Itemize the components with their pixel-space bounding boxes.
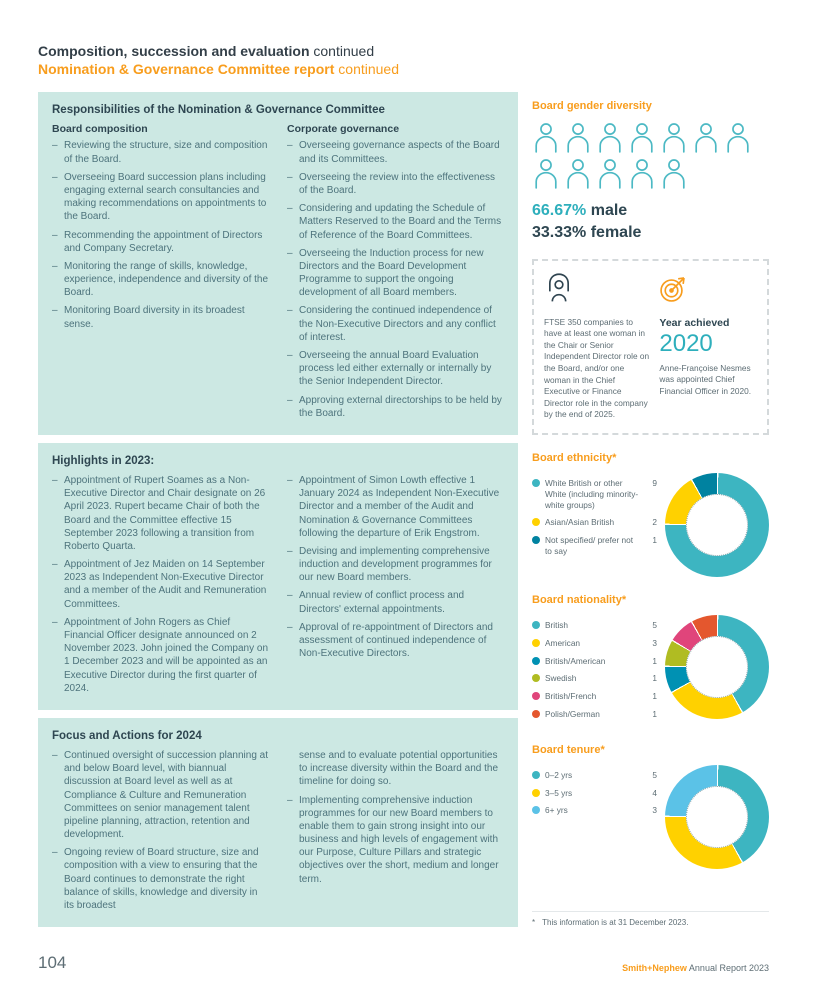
legend-dot xyxy=(532,710,540,718)
legend-value: 3 xyxy=(652,637,657,648)
person-icon xyxy=(628,157,656,189)
ethnicity-section xyxy=(532,452,769,577)
focus-continuation-text: sense and to evaluate potential opportunities to increase diversity within the Board and the timeline for doing so. xyxy=(299,749,498,788)
board-composition-heading: Board composition xyxy=(52,123,148,136)
bullet-item: – Overseeing the annual Board Evaluation process led either externally or internally by the Senior Independent Director. xyxy=(287,349,504,389)
legend-value: 1 xyxy=(652,673,657,684)
male-label: male xyxy=(586,202,628,220)
highlights-list-left xyxy=(52,474,269,700)
focus-box xyxy=(38,718,518,927)
legend-item xyxy=(532,478,657,510)
person-icon xyxy=(596,121,624,153)
legend-dot xyxy=(532,692,540,700)
legend-label: Asian/Asian British xyxy=(545,517,615,528)
legend-label: 0–2 yrs xyxy=(545,769,573,780)
corporate-governance-list xyxy=(287,139,504,420)
legend-item xyxy=(532,638,657,649)
left-column xyxy=(38,92,518,927)
bullet-item: – Annual review of conflict process and Directors' external appointments. xyxy=(287,589,504,615)
bullet-item: – Reviewing the structure, size and composition of the Board. xyxy=(52,139,269,165)
brand-text xyxy=(622,963,769,973)
legend-dot xyxy=(532,789,540,797)
legend-item xyxy=(532,691,657,702)
bullet-item: – Overseeing the Induction process for new Directors and the Board Development Programme to support the ongoing development of all Board members. xyxy=(287,247,504,300)
legend-dot xyxy=(532,674,540,682)
legend-dot xyxy=(532,639,540,647)
gender-stats xyxy=(532,200,769,243)
bullet-item: – Implementing comprehensive induction programmes for our new Board members to enable them to gain strong insight into our business and high levels of engagement with our Purpose, Culture Pillars and strategic objectives over the short, medium and longer term. xyxy=(287,794,504,886)
gender-diversity-heading: Board gender diversity xyxy=(532,100,652,113)
focus-title: Focus and Actions for 2024 xyxy=(52,729,202,742)
page-number: 104 xyxy=(38,953,67,972)
bullet-item: – Monitoring the range of skills, knowledge, experience, independence and diversity of the Board. xyxy=(52,260,269,300)
legend-dot xyxy=(532,771,540,779)
year-achieved-value: 2020 xyxy=(659,329,713,357)
bullet-item: – Appointment of John Rogers as Chief Financial Officer designate announced on 2 November 2023. John joined the Company on 1 December 2023 and will be appointed as an Executive Director during the first quarter of 2024. xyxy=(52,616,269,695)
person-icon xyxy=(692,121,720,153)
section-title-continued: continued xyxy=(309,43,375,59)
bullet-item: – Continued oversight of succession planning at and below Board level, with biannual discussion at Board level as well as at Compliance & Culture and Remuneration Committees on senior management talent pipeline planning, attraction, retention and development. xyxy=(52,749,269,841)
legend-value: 5 xyxy=(652,769,657,780)
highlights-title: Highlights in 2023: xyxy=(52,454,155,467)
responsibilities-box xyxy=(38,92,518,435)
legend-value: 4 xyxy=(652,787,657,798)
legend-value: 3 xyxy=(652,805,657,816)
footnote-text: This information is at 31 December 2023. xyxy=(542,918,689,928)
legend-item xyxy=(532,535,657,557)
sidebar xyxy=(532,92,769,927)
legend-dot xyxy=(532,621,540,629)
legend-label: British xyxy=(545,620,569,631)
highlights-list-right xyxy=(287,474,504,700)
legend-label: White British or other White (including minority-white groups) xyxy=(545,478,639,510)
bullet-item: – Devising and implementing comprehensive induction and development programmes for our new Board members. xyxy=(287,545,504,585)
legend-value: 9 xyxy=(652,478,657,489)
legend-dot xyxy=(532,518,540,526)
bullet-item: – Considering and updating the Schedule of Matters Reserved to the Board and the Terms of Reference of the Board Committees. xyxy=(287,202,504,242)
bullet-item: – Appointment of Rupert Soames as a Non-Executive Director and Chair designate on 26 April 2023. Rupert became Chair of both the Board and the Committee effective 15 September 2023 following a transition from Roberto Quarta. xyxy=(52,474,269,553)
main-content xyxy=(38,92,769,927)
bullet-item: – Overseeing Board succession plans including engaging external search consultancies and making recommendations on appointments to the Board. xyxy=(52,171,269,224)
page-header xyxy=(38,42,769,78)
male-percentage: 66.67% xyxy=(532,202,587,220)
legend-value: 1 xyxy=(652,655,657,666)
legend-value: 1 xyxy=(652,708,657,719)
bullet-item: – Appointment of Simon Lowth effective 1 January 2024 as Independent Non-Executive Director and a member of the Audit and Nomination & Governance Committees following the departure of Erik Engstrom. xyxy=(287,474,504,540)
footnote-asterisk: * xyxy=(532,918,536,928)
person-icon xyxy=(628,121,656,153)
bullet-item: – Overseeing governance aspects of the Board and its Committees. xyxy=(287,139,504,165)
legend-item xyxy=(532,656,657,667)
nationality-legend xyxy=(532,615,657,727)
nationality-section xyxy=(532,594,769,727)
female-stat xyxy=(532,222,769,244)
legend-item xyxy=(532,620,657,631)
legend-value: 1 xyxy=(652,691,657,702)
milestone-result-column xyxy=(659,271,757,421)
target-icon xyxy=(659,271,689,305)
board-composition-column xyxy=(52,123,269,425)
legend-label: American xyxy=(545,637,581,648)
focus-column-right xyxy=(287,749,504,917)
ethnicity-heading: Board ethnicity* xyxy=(532,452,617,465)
person-icon xyxy=(660,157,688,189)
ethnicity-donut-chart xyxy=(665,473,769,577)
legend-item xyxy=(532,517,657,528)
committee-title-continued: continued xyxy=(334,61,399,78)
page-footer xyxy=(38,953,769,973)
female-label: female xyxy=(586,223,642,241)
focus-list-right xyxy=(287,794,504,886)
legend-label: 3–5 yrs xyxy=(545,787,573,798)
bullet-item: – Approval of re-appointment of Directors and assessment of continued independence of Non-Executive Directors. xyxy=(287,621,504,661)
legend-item xyxy=(532,788,657,799)
milestone-note: Anne-Françoise Nesmes was appointed Chief Financial Officer in 2020. xyxy=(659,362,752,396)
female-percentage: 33.33% xyxy=(532,223,587,241)
board-members-pictogram xyxy=(532,121,766,189)
committee-title-bold: Nomination & Governance Committee report xyxy=(38,61,335,78)
person-icon xyxy=(532,157,560,189)
legend-dot xyxy=(532,806,540,814)
male-stat xyxy=(532,200,769,222)
board-composition-list xyxy=(52,139,269,330)
legend-label: Not specified/ prefer not to say xyxy=(545,535,634,556)
bullet-item: – Monitoring Board diversity in its broadest sense. xyxy=(52,304,269,330)
person-icon xyxy=(596,157,624,189)
gender-section xyxy=(532,100,769,243)
corporate-governance-heading: Corporate governance xyxy=(287,123,400,136)
report-name: Annual Report 2023 xyxy=(686,963,769,973)
bullet-item: – Overseeing the review into the effectiveness of the Board. xyxy=(287,171,504,197)
legend-label: Polish/German xyxy=(545,708,600,719)
bullet-item: – Considering the continued independence of the Non-Executive Directors and any conflict of interest. xyxy=(287,304,504,344)
legend-value: 2 xyxy=(652,517,657,528)
legend-label: British/French xyxy=(545,691,597,702)
ethnicity-legend xyxy=(532,473,657,564)
tenure-section xyxy=(532,744,769,869)
legend-label: British/American xyxy=(545,655,606,666)
responsibilities-title: Responsibilities of the Nomination & Governance Committee xyxy=(52,104,385,117)
highlights-box xyxy=(38,443,518,710)
legend-value: 1 xyxy=(652,535,657,546)
tenure-donut-chart xyxy=(665,765,769,869)
brand-name: Smith+Nephew xyxy=(622,963,687,973)
person-icon xyxy=(532,121,560,153)
person-icon xyxy=(660,121,688,153)
section-title xyxy=(38,42,769,60)
bullet-item: – Approving external directorships to be held by the Board. xyxy=(287,394,504,420)
nationality-donut-chart xyxy=(665,615,769,719)
woman-icon xyxy=(544,271,574,305)
corporate-governance-column xyxy=(287,123,504,425)
milestone-description: FTSE 350 companies to have at least one woman in the Chair or Senior Independent Director role on the Board, and/or one woman in the Chief Executive or Finance Director role in the company by the end of 2025. xyxy=(544,316,650,420)
legend-item xyxy=(532,770,657,781)
legend-dot xyxy=(532,657,540,665)
bullet-item: – Appointment of Jez Maiden on 14 September 2023 as Independent Non-Executive Director and a member of the Audit and Remuneration Committees. xyxy=(52,558,269,611)
legend-item xyxy=(532,673,657,684)
person-icon xyxy=(564,121,592,153)
footnote xyxy=(532,911,769,927)
bullet-item: – Recommending the appointment of Directors and Company Secretary. xyxy=(52,229,269,255)
legend-value: 5 xyxy=(652,620,657,631)
nationality-heading: Board nationality* xyxy=(532,594,627,607)
bullet-item: – Ongoing review of Board structure, size and composition with a view to ensuring that the Board continues to demonstrate the right balance of skills, knowledge and diversity in its broadest xyxy=(52,846,269,912)
legend-item xyxy=(532,709,657,720)
legend-label: 6+ yrs xyxy=(545,805,568,816)
committee-report-title xyxy=(38,60,769,78)
legend-label: Swedish xyxy=(545,673,577,684)
milestone-target-column xyxy=(544,271,649,421)
year-achieved-label: Year achieved xyxy=(659,316,730,329)
focus-list-left xyxy=(52,749,269,917)
person-icon xyxy=(564,157,592,189)
legend-dot xyxy=(532,536,540,544)
tenure-legend xyxy=(532,765,657,823)
section-title-bold: Composition, succession and evaluation xyxy=(38,43,310,59)
milestone-box xyxy=(532,259,769,435)
tenure-heading: Board tenure* xyxy=(532,743,605,756)
legend-dot xyxy=(532,479,540,487)
person-icon xyxy=(724,121,752,153)
legend-item xyxy=(532,805,657,816)
